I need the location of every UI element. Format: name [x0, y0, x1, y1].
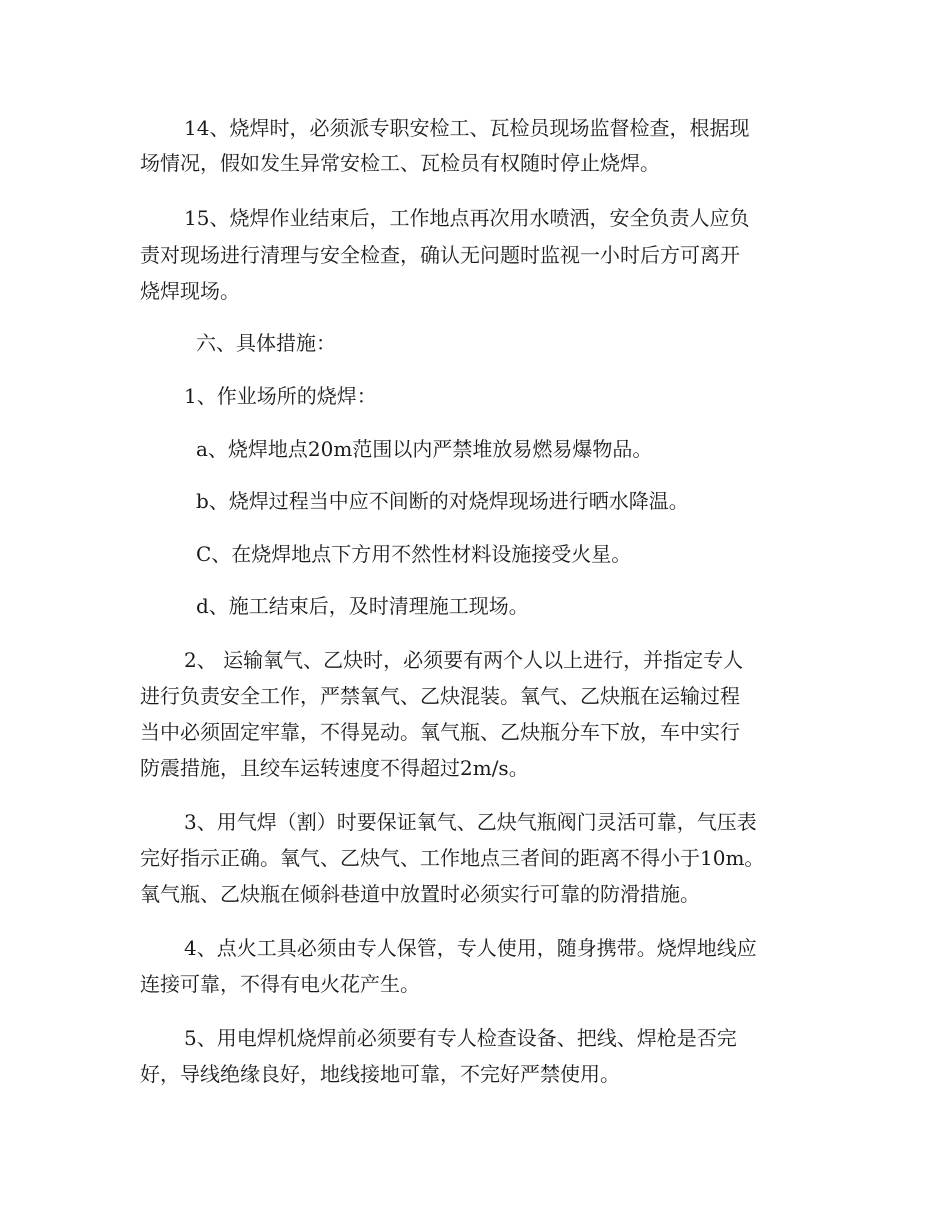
- item-1c: C、在烧焊地点下方用不然性材料设施接受火星。: [196, 542, 632, 566]
- item-2-line-2: 进行负责安全工作，严禁氧气、乙炔混装。氧气、乙炔瓶在运输过程: [140, 684, 740, 708]
- item-3-line-3: 氧气瓶、乙炔瓶在倾斜巷道中放置时必须实行可靠的防滑措施。: [140, 882, 700, 906]
- item-2-line-3: 当中必须固定牢靠，不得晃动。氧气瓶、乙炔瓶分车下放，车中实行: [140, 720, 740, 744]
- item-3-line-2: 完好指示正确。氧气、乙炔气、工作地点三者间的距离不得小于10m。: [140, 846, 765, 870]
- section-heading: 六、具体措施：: [196, 331, 336, 355]
- item-1b: b、烧焊过程当中应不间断的对烧焊现场进行晒水降温。: [196, 489, 689, 513]
- paragraph-14-line-2: 场情况，假如发生异常安检工、瓦检员有权随时停止烧焊。: [140, 151, 660, 175]
- item-4-line-1: 4、点火工具必须由专人保管，专人使用，随身携带。烧焊地线应: [184, 936, 757, 960]
- item-1-heading: 1、作业场所的烧焊：: [184, 384, 377, 408]
- item-2-line-1: 2、 运输氧气、乙炔时，必须要有两个人以上进行，并指定专人: [184, 648, 744, 672]
- paragraph-15-line-1: 15、烧焊作业结束后，工作地点再次用水喷洒，安全负责人应负: [184, 206, 750, 230]
- paragraph-15-line-3: 烧焊现场。: [140, 279, 240, 303]
- item-5-line-1: 5、用电焊机烧焊前必须要有专人检查设备、把线、焊枪是否完: [184, 1026, 737, 1050]
- item-3-line-1: 3、用气焊（割）时要保证氧气、乙炔气瓶阀门灵活可靠，气压表: [184, 810, 757, 834]
- item-2-line-4: 防震措施，且绞车运转速度不得超过2m/s。: [140, 756, 529, 780]
- paragraph-15-line-2: 责对现场进行清理与安全检查，确认无问题时监视一小时后方可离开: [140, 243, 740, 267]
- paragraph-14-line-1: 14、烧焊时，必须派专职安检工、瓦检员现场监督检查，根据现: [184, 116, 750, 140]
- item-1a: a、烧焊地点20m范围以内严禁堆放易燃易爆物品。: [196, 437, 653, 461]
- item-1d: d、施工结束后，及时清理施工现场。: [196, 594, 529, 618]
- item-5-line-2: 好，导线绝缘良好，地线接地可靠，不完好严禁使用。: [140, 1062, 620, 1086]
- item-4-line-2: 连接可靠，不得有电火花产生。: [140, 972, 420, 996]
